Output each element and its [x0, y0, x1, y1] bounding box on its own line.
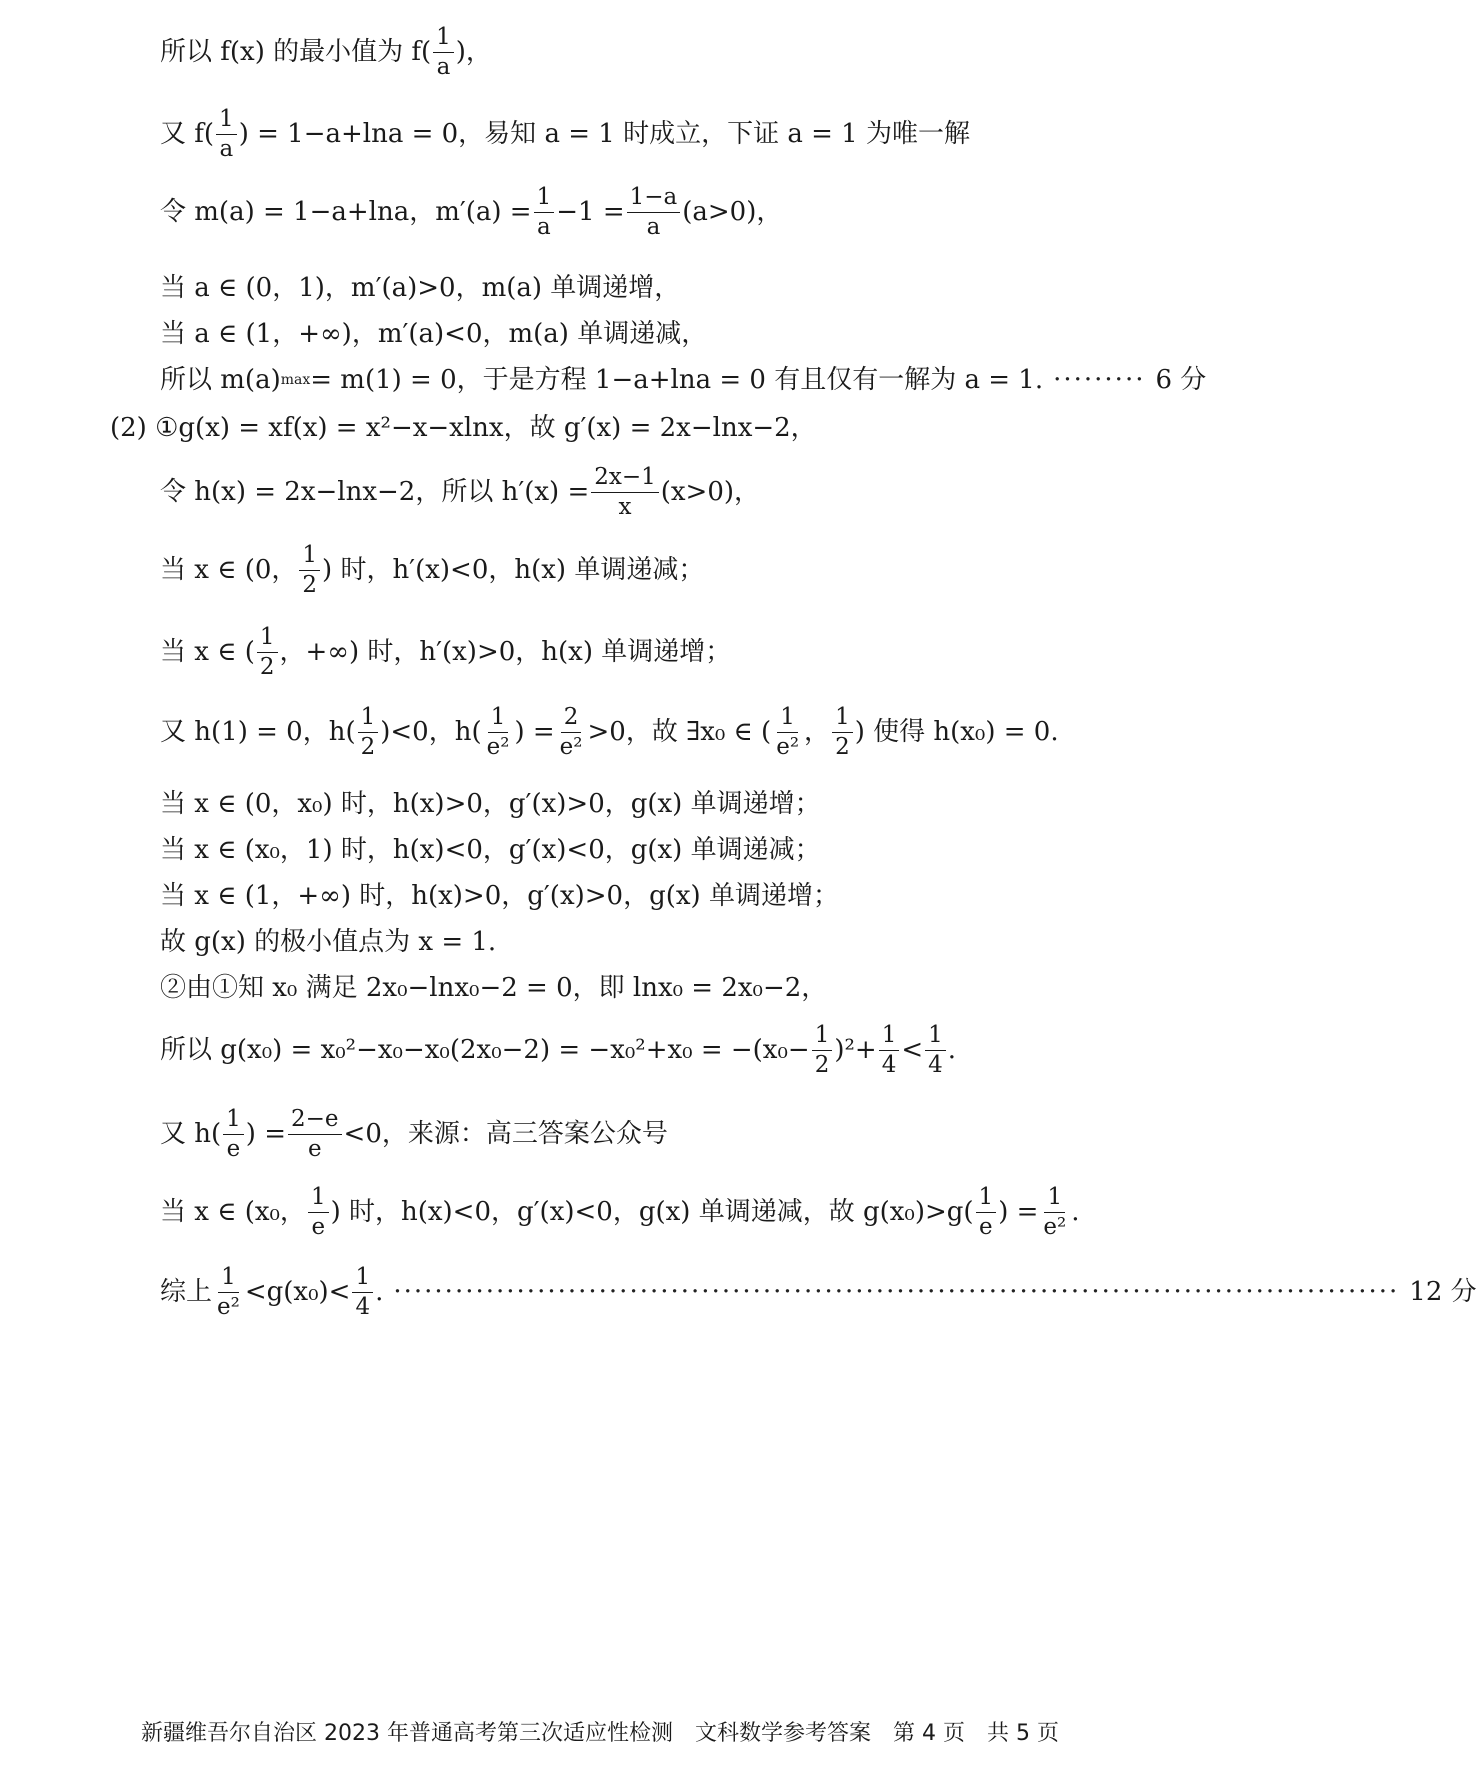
fraction — [214, 1265, 243, 1318]
fraction-numerator: 1 — [488, 705, 509, 732]
fraction-numerator: 1 — [925, 1023, 946, 1050]
page-footer: 新疆维吾尔自治区 2023 年普通高考第三次适应性检测 文科数学参考答案 第 4 页 共 5 页 — [141, 1721, 1059, 1746]
fraction — [557, 705, 586, 758]
fraction-denominator: e — [226, 1135, 241, 1162]
fraction-numerator: 1 — [257, 625, 278, 652]
math-text: −1 = — [556, 197, 625, 227]
fraction-numerator: 1 — [299, 543, 320, 570]
math-text: 当 x ∈ (x₀， — [160, 1197, 306, 1227]
fraction-numerator: 1 — [976, 1185, 997, 1212]
fraction-denominator: 2 — [302, 571, 318, 598]
fraction — [216, 107, 237, 160]
math-text: (a>0)， — [682, 197, 783, 227]
fraction — [257, 625, 278, 678]
math-text: ②由①知 x₀ 满足 2x₀−lnx₀−2 = 0，即 lnx₀ = 2x₀−2， — [160, 973, 828, 1003]
fraction-denominator: e² — [1043, 1213, 1067, 1240]
math-text: 令 h(x) = 2x−lnx−2，所以 h′(x) = — [160, 477, 590, 507]
fraction — [358, 705, 379, 758]
leader-dots: ·································································································· — [393, 1277, 1400, 1307]
fraction — [976, 1185, 997, 1238]
math-text: 所以 f(x) 的最小值为 f( — [160, 37, 432, 67]
math-text: 故 g(x) 的极小值点为 x = 1. — [160, 927, 497, 957]
fraction-denominator: 2 — [814, 1051, 830, 1078]
solution-line — [160, 1262, 1477, 1322]
math-text: )<0，h( — [380, 717, 482, 747]
fraction — [832, 705, 853, 758]
solution-line — [160, 622, 1160, 682]
fraction-numerator: 1 — [777, 705, 798, 732]
score-label: 6 分 — [1155, 365, 1207, 395]
fraction — [1040, 1185, 1069, 1238]
math-text: ) = — [514, 717, 555, 747]
math-text: <g(x₀)< — [244, 1277, 351, 1307]
fraction-numerator: 1 — [812, 1023, 833, 1050]
fraction-numerator: 2−e — [288, 1107, 342, 1134]
fraction-denominator: 2 — [360, 733, 376, 760]
fraction-denominator: 4 — [881, 1051, 897, 1078]
fraction-numerator: 1 — [879, 1023, 900, 1050]
fraction-numerator: 1 — [223, 1107, 244, 1134]
solution-line — [160, 540, 1160, 600]
solution-line — [160, 958, 1160, 1018]
fraction-numerator: 1−a — [627, 185, 681, 212]
fraction — [299, 543, 320, 596]
math-text: 又 h(1) = 0，h( — [160, 717, 356, 747]
math-text: 当 x ∈ (1，+∞) 时，h(x)>0，g′(x)>0，g(x) 单调递增； — [160, 881, 839, 911]
fraction — [484, 705, 513, 758]
fraction-denominator: e² — [486, 733, 510, 760]
fraction-denominator: x — [618, 493, 632, 520]
fraction — [591, 465, 659, 518]
fraction — [288, 1107, 342, 1160]
fraction-numerator: 1 — [832, 705, 853, 732]
math-text: 所以 g(x₀) = x₀²−x₀−x₀(2x₀−2) = −x₀²+x₀ = −(x₀− — [160, 1035, 810, 1065]
math-text: >0，故 ∃x₀ ∈ ( — [587, 717, 772, 747]
fraction — [773, 705, 802, 758]
math-text: 综上 — [160, 1277, 213, 1307]
math-text: 当 x ∈ (0， — [160, 555, 298, 585]
fraction-denominator: 2 — [259, 653, 275, 680]
fraction-denominator: e² — [217, 1293, 240, 1320]
math-text: ) 时，h(x)<0，g′(x)<0，g(x) 单调递减，故 g(x₀)>g( — [330, 1197, 974, 1227]
math-text: 当 x ∈ (0，x₀) 时，h(x)>0，g′(x)>0，g(x) 单调递增； — [160, 789, 821, 819]
solution-line — [110, 398, 1160, 458]
fraction-denominator: 4 — [355, 1293, 371, 1320]
math-text: )， — [455, 37, 492, 67]
math-text: 所以 m(a) — [160, 365, 281, 395]
math-text: (2) ①g(x) = xf(x) = x²−x−xlnx，故 g′(x) = 2x−lnx−2， — [110, 413, 817, 443]
solution-line — [160, 1020, 1160, 1080]
solution-line — [160, 104, 1160, 164]
fraction-denominator: 2 — [835, 733, 850, 760]
fraction — [352, 1265, 373, 1318]
fraction-numerator: 1 — [216, 107, 237, 134]
math-text: 又 f( — [160, 119, 215, 149]
fraction-numerator: 1 — [534, 185, 555, 212]
fraction-numerator: 1 — [358, 705, 379, 732]
fraction-numerator: 1 — [218, 1265, 239, 1292]
fraction-denominator: 4 — [928, 1051, 943, 1078]
solution-line — [160, 702, 1160, 762]
fraction — [925, 1023, 946, 1076]
fraction — [879, 1023, 900, 1076]
fraction-denominator: a — [646, 213, 661, 240]
fraction-denominator: e² — [776, 733, 800, 760]
fraction — [812, 1023, 833, 1076]
math-text: 当 a ∈ (1，+∞)，m′(a)<0，m(a) 单调递减， — [160, 319, 708, 349]
math-text: 令 m(a) = 1−a+lna，m′(a) = — [160, 197, 532, 227]
solution-line — [160, 462, 1160, 522]
subscript: max — [280, 372, 311, 388]
math-text: ， — [804, 717, 831, 747]
fraction — [627, 185, 681, 238]
fraction-denominator: e — [311, 1213, 326, 1240]
math-text: . — [375, 1277, 384, 1307]
fraction-numerator: 1 — [433, 25, 454, 52]
fraction — [433, 25, 454, 78]
math-text: <0，来源：高三答案公众号 — [343, 1119, 668, 1149]
solution-line — [160, 1182, 1160, 1242]
math-text: ) = — [245, 1119, 286, 1149]
fraction-numerator: 1 — [1044, 1185, 1065, 1212]
math-text: ) = — [998, 1197, 1039, 1227]
solution-line — [160, 182, 1160, 242]
math-text: 当 x ∈ (x₀，1) 时，h(x)<0，g′(x)<0，g(x) 单调递减； — [160, 835, 821, 865]
fraction-numerator: 1 — [308, 1185, 329, 1212]
fraction-numerator: 2x−1 — [591, 465, 659, 492]
solution-line — [160, 22, 1160, 82]
math-text: . — [947, 1035, 957, 1065]
fraction-denominator: a — [219, 135, 234, 162]
math-text: ) = 1−a+lna = 0，易知 a = 1 时成立，下证 a = 1 为唯一解 — [238, 119, 970, 149]
fraction-numerator: 2 — [561, 705, 582, 732]
math-text: = m(1) = 0，于是方程 1−a+lna = 0 有且仅有一解为 a = 1. — [310, 365, 1044, 395]
math-text: ) 使得 h(x₀) = 0. — [854, 717, 1059, 747]
math-text: 当 x ∈ ( — [160, 637, 255, 667]
fraction-denominator: a — [537, 213, 551, 240]
fraction-denominator: e — [307, 1135, 322, 1162]
fraction-numerator: 1 — [352, 1265, 373, 1292]
math-text: 当 a ∈ (0，1)，m′(a)>0，m(a) 单调递增， — [160, 273, 681, 303]
math-text: )²+ — [834, 1035, 877, 1065]
fraction-denominator: e² — [559, 733, 583, 760]
fraction-denominator: a — [436, 53, 451, 80]
score-label: 12 分 — [1409, 1277, 1477, 1307]
math-text: . — [1071, 1197, 1080, 1227]
fraction-denominator: e — [979, 1213, 993, 1240]
solution-line — [160, 1104, 1160, 1164]
fraction — [534, 185, 555, 238]
math-text: < — [901, 1035, 924, 1065]
math-text: (x>0)， — [660, 477, 761, 507]
math-text: 又 h( — [160, 1119, 222, 1149]
leader-dots: ········· — [1053, 365, 1146, 395]
fraction — [223, 1107, 244, 1160]
fraction — [308, 1185, 329, 1238]
math-text: ) 时，h′(x)<0，h(x) 单调递减； — [322, 555, 705, 585]
math-text: ，+∞) 时，h′(x)>0，h(x) 单调递增； — [279, 637, 732, 667]
